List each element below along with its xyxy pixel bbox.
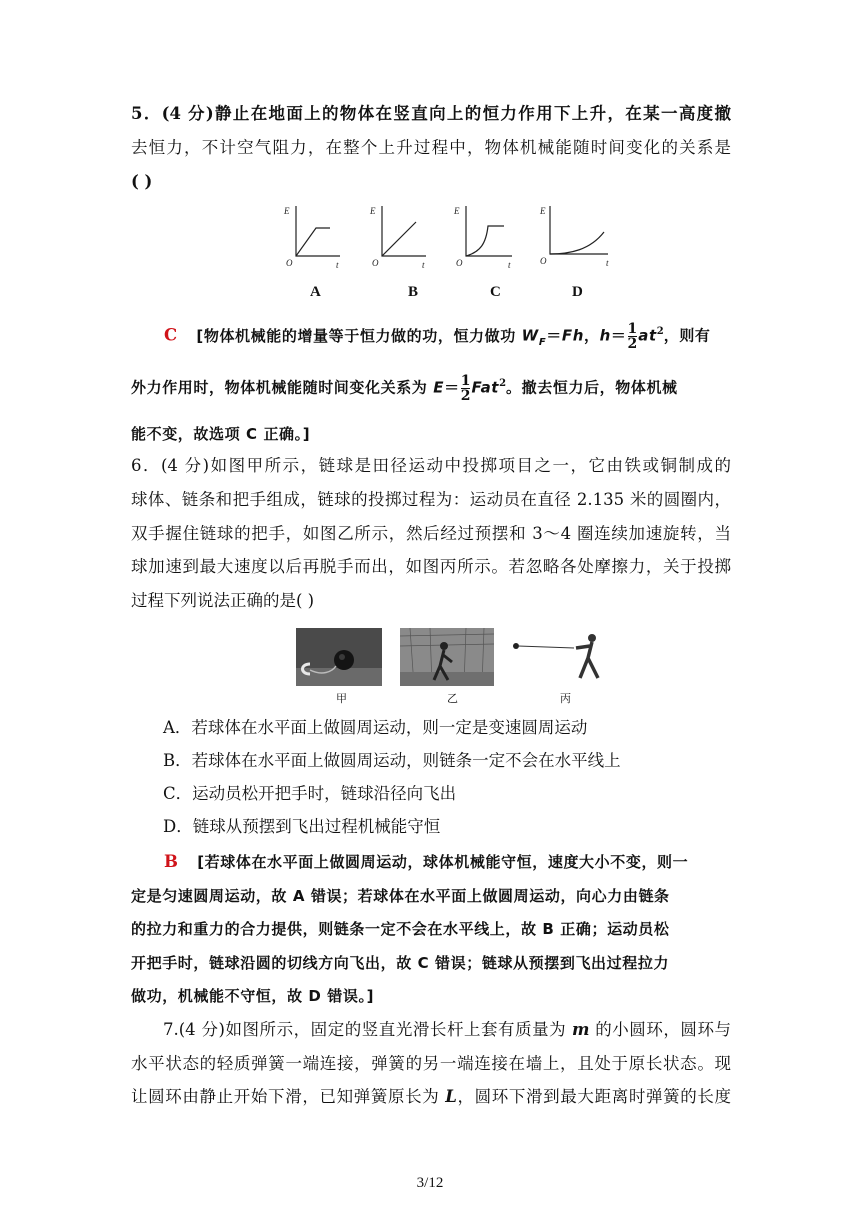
fraction-denominator: 2 <box>627 335 638 352</box>
q5-expl-wf-sub: F <box>538 336 547 348</box>
fraction-numerator: 1 <box>460 372 471 389</box>
q5-stem-text-1: 5．(4 分)静止在地面上的物体在竖直向上的恒力作用下上升，在某一高度撤 <box>131 104 731 123</box>
q7-stem-line-2 <box>131 1048 731 1080</box>
q5-expl-text-1d: ，则有 <box>663 326 711 345</box>
q5-expl-eq-1: ＝ <box>546 326 562 345</box>
graph-a-origin: O <box>286 258 293 268</box>
q5-stem-line-2 <box>131 132 731 164</box>
q6-stem-text-4: 球加速到最大速度以后再脱手而出，如图丙所示。若忽略各处摩擦力，关于投掷 <box>131 557 731 576</box>
q6-answer-letter: B <box>164 852 178 871</box>
graph-b-t-label: t <box>422 260 425 270</box>
q5-fraction-2 <box>461 374 471 403</box>
q5-expl-h: h <box>599 326 611 345</box>
graph-c-e-label: E <box>454 206 460 216</box>
graph-d-axes <box>550 206 608 254</box>
graph-d-origin: O <box>540 256 547 266</box>
photo-hammer-release <box>506 628 612 686</box>
q5-expl-text-3: 能不变，故选项 C 正确。] <box>131 425 311 443</box>
q6-stem-line-4 <box>131 551 731 583</box>
q5-stem-text-2: 去恒力，不计空气阻力，在整个上升过程中，物体机械能随时间变化的关系是 <box>131 138 731 157</box>
q5-expl-comma: ， <box>584 326 600 345</box>
q5-expl-text-2a: 外力作用时，物体机械能随时间变化关系为 <box>131 378 434 397</box>
q5-expl-eq-2: ＝ <box>610 326 627 345</box>
q6-explanation-line-3 <box>131 913 731 945</box>
q6-option-c-text: C．运动员松开把手时，链球沿径向飞出 <box>163 784 457 803</box>
q7-var-m: m <box>571 1020 590 1039</box>
graph-b-e-label: E <box>370 206 376 216</box>
fraction-denominator: 2 <box>460 387 471 404</box>
graph-c-curve <box>466 226 504 256</box>
q5-expl-at: at <box>638 326 657 345</box>
photo-athlete-grip <box>400 628 494 686</box>
caption-yi: 乙 <box>447 692 458 705</box>
option-label-b: B <box>408 284 419 300</box>
graph-a-e-label: E <box>284 206 290 216</box>
q5-explanation-line-2 <box>131 368 731 404</box>
q6-expl-text-4: 开把手时，链球沿圆的切线方向飞出，故 C 错误；链球从预摆到飞出过程拉力 <box>131 954 670 972</box>
q6-explanation-line-2 <box>131 880 731 912</box>
graph-d-curve <box>550 232 604 254</box>
q7-var-l: L <box>445 1087 457 1106</box>
graph-a-axes <box>296 206 340 256</box>
q6-stem-text-5: 过程下列说法正确的是( ) <box>131 591 315 610</box>
q5-expl-fat-sup: 2 <box>499 378 507 389</box>
option-label-d: D <box>572 284 583 300</box>
q5-expl-fh: Fh <box>561 326 585 345</box>
q5-expl-wf: W <box>521 326 539 345</box>
q5-explanation-line-3 <box>131 418 731 450</box>
q6-option-a <box>163 712 763 744</box>
q6-stem-text-2: 球体、链条和把手组成，链球的投掷过程为：运动员在直径 2.135 米的圆圈内， <box>131 490 731 509</box>
q5-expl-eq-3: ＝ <box>444 378 460 397</box>
option-label-c: C <box>490 284 501 300</box>
q6-option-b <box>163 745 763 777</box>
q6-explanation-line-1 <box>164 846 732 878</box>
graph-c-t-label: t <box>508 260 511 270</box>
q7-stem-text-2: 水平状态的轻质弹簧一端连接，弹簧的另一端连接在墙上，且处于原长状态。现 <box>131 1054 731 1073</box>
q6-option-a-text: A．若球体在水平面上做圆周运动，则一定是变速圆周运动 <box>163 718 588 737</box>
q5-expl-at-sup: 2 <box>656 326 664 337</box>
q6-expl-text-1: [若球体在水平面上做圆周运动，球体机械能守恒，速度大小不变，则一 <box>197 853 689 871</box>
photo-hammer-equipment <box>296 628 382 686</box>
q5-expl-text-2b: 。撤去恒力后，物体机械 <box>506 378 678 397</box>
q5-explanation-line-1 <box>164 316 732 359</box>
q6-option-b-text: B．若球体在水平面上做圆周运动，则链条一定不会在水平线上 <box>163 751 621 770</box>
q7-stem-text-3b: ，圆环下滑到最大距离时弹簧的长度 <box>456 1087 731 1106</box>
graph-b-origin: O <box>372 258 379 268</box>
q6-expl-text-5: 做功，机械能不守恒，故 D 错误。] <box>131 987 375 1005</box>
graph-d-t-label: t <box>606 258 609 268</box>
q6-stem-text-1: 6．(4 分)如图甲所示，链球是田径运动中投掷项目之一，它由铁或铜制成的 <box>131 456 731 475</box>
q7-stem-text-3a: 让圆环由静止开始下滑，已知弹簧原长为 <box>131 1087 446 1106</box>
q7-stem-line-3 <box>131 1081 731 1113</box>
graph-c-origin: O <box>456 258 463 268</box>
q6-stem-line-2 <box>131 484 731 516</box>
q6-stem-text-3: 双手握住链球的把手，如图乙所示，然后经过预摆和 3～4 圈连续加速旋转，当 <box>131 524 731 543</box>
q5-expl-text-1a: [物体机械能的增量等于恒力做的功，恒力做功 <box>196 326 522 345</box>
caption-bing: 丙 <box>560 692 571 705</box>
graph-b-curve <box>382 222 416 256</box>
q6-expl-text-3: 的拉力和重力的合力提供，则链条一定不会在水平线上，故 B 正确；运动员松 <box>131 920 670 938</box>
option-label-a: A <box>310 284 321 300</box>
graph-b-axes <box>382 206 426 256</box>
graph-a-t-label: t <box>336 260 339 270</box>
q6-expl-text-2: 定是匀速圆周运动，故 A 错误；若球体在水平面上做圆周运动，向心力由链条 <box>131 887 670 905</box>
page-number: 3/12 <box>416 1175 444 1191</box>
q5-answer-letter: C <box>164 325 178 345</box>
q5-stem-line-1 <box>131 98 731 130</box>
q5-answer-bracket: ( ) <box>131 172 153 191</box>
caption-jia: 甲 <box>336 692 347 705</box>
q6-option-d-text: D．链球从预摆到飞出过程机械能守恒 <box>163 817 441 836</box>
fraction-numerator: 1 <box>627 320 638 337</box>
q5-expl-fat: Fat <box>471 378 500 397</box>
q7-stem-text-1a: 7.(4 分)如图所示，固定的竖直光滑长杆上套有质量为 <box>163 1020 572 1039</box>
q6-explanation-line-5 <box>131 980 731 1012</box>
q5-stem-line-3 <box>131 166 731 198</box>
graph-d-e-label: E <box>540 206 546 216</box>
graph-a-curve <box>296 228 330 256</box>
q7-stem-line-1 <box>163 1014 731 1046</box>
q5-fraction-1 <box>628 322 638 351</box>
q6-stem-line-5 <box>131 585 731 617</box>
q6-explanation-line-4 <box>131 947 731 979</box>
q5-expl-e: E <box>433 378 445 397</box>
q5-graphs <box>278 200 618 272</box>
q7-stem-text-1b: 的小圆环，圆环与 <box>589 1020 731 1039</box>
q6-option-c <box>163 778 763 810</box>
graph-c-axes <box>466 206 512 256</box>
q6-stem-line-1 <box>131 450 731 482</box>
q6-stem-line-3 <box>131 518 731 550</box>
q6-option-d <box>163 811 763 843</box>
